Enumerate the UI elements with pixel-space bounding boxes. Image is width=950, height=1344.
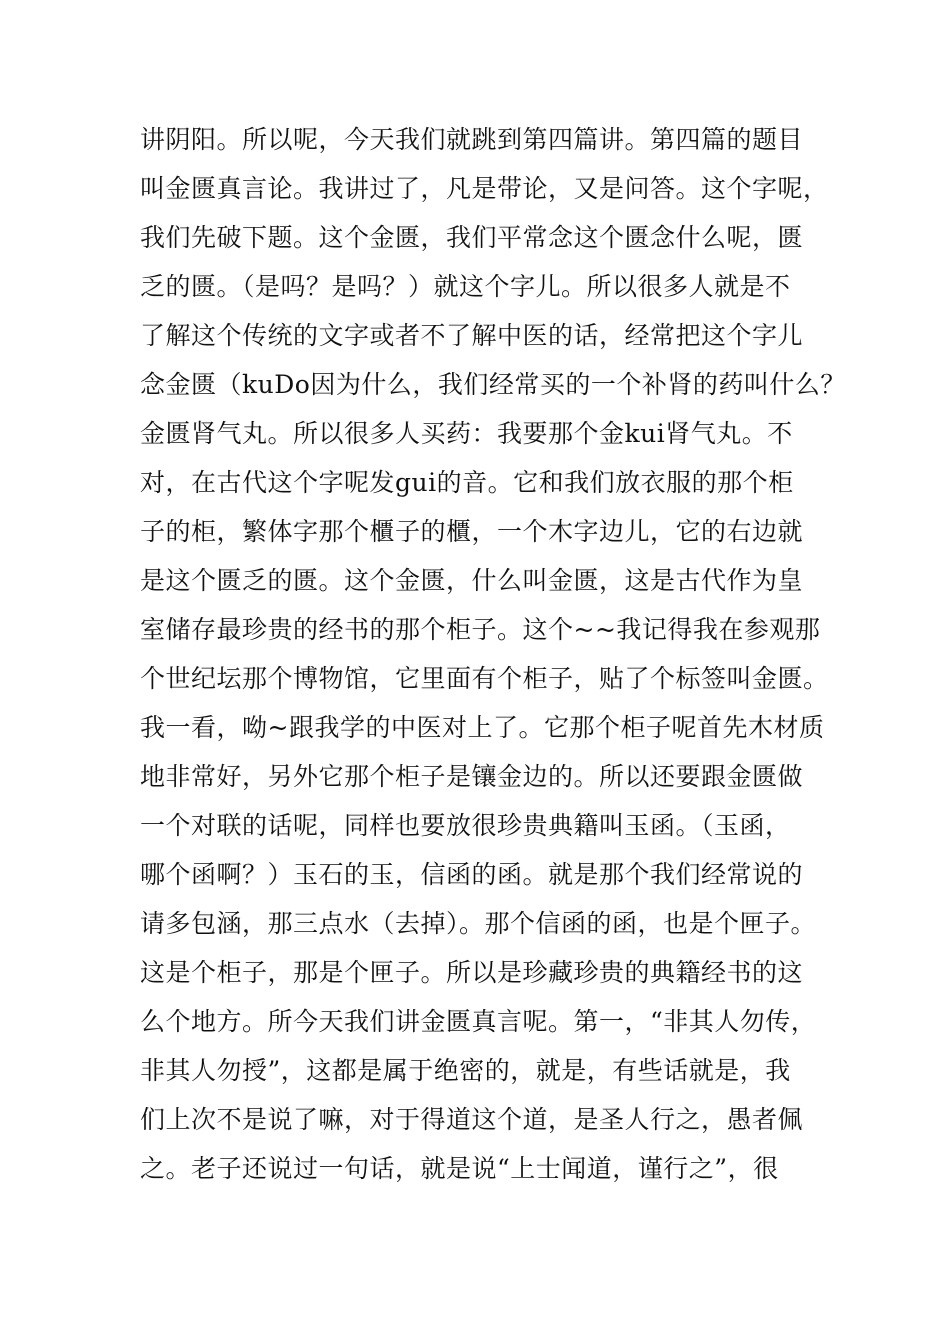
text-line: 一个对联的话呢，同样也要放很珍贵典籍叫玉函。（玉函， (140, 811, 791, 840)
text-line: 哪个函啊？）玉石的玉，信函的函。就是那个我们经常说的 (140, 860, 804, 889)
text-line: 念金匮（kuDo因为什么，我们经常买的一个补肾的药叫什么？ (140, 370, 846, 399)
text-line: 么个地方。所今天我们讲金匮真言呢。第一，“非其人勿传， (140, 1007, 817, 1036)
text-line: 非其人勿授”，这都是属于绝密的，就是，有些话就是，我 (140, 1056, 791, 1085)
text-line: 之。老子还说过一句话，就是说“上士闻道，谨行之”，很 (140, 1154, 779, 1183)
text-line: 金匮肾气丸。所以很多人买药：我要那个金kui肾气丸。不 (140, 419, 793, 448)
text-line: 叫金匮真言论。我讲过了，凡是带论，又是问答。这个字呢， (140, 174, 829, 203)
text-line: 子的柜，繁体字那个櫃子的櫃，一个木字边儿，它的右边就 (140, 517, 804, 546)
text-line: 是这个匮乏的匮。这个金匮，什么叫金匮，这是古代作为皇 (140, 566, 804, 595)
body-text (140, 115, 846, 1193)
text-line: 讲阴阳。所以呢，今天我们就跳到第四篇讲。第四篇的题目 (140, 125, 804, 154)
text-line: 我们先破下题。这个金匮，我们平常念这个匮念什么呢，匮 (140, 223, 804, 252)
text-line: 了解这个传统的文字或者不了解中医的话，经常把这个字儿 (140, 321, 804, 350)
text-line: 个世纪坛那个博物馆，它里面有个柜子，贴了个标签叫金匮。 (140, 664, 829, 693)
text-line: 乏的匮。（是吗？是吗？）就这个字儿。所以很多人就是不 (140, 272, 791, 301)
text-line: 地非常好，另外它那个柜子是镶金边的。所以还要跟金匮做 (140, 762, 804, 791)
text-line: 对，在古代这个字呢发gui的音。它和我们放衣服的那个柜 (140, 468, 794, 497)
text-line: 请多包涵，那三点水（去掉）。那个信函的函，也是个匣子。 (140, 909, 817, 938)
text-line: 室储存最珍贵的经书的那个柜子。这个~~我记得我在参观那 (140, 615, 821, 644)
text-line: 我一看，呦~跟我学的中医对上了。它那个柜子呢首先木材质 (140, 713, 825, 742)
text-line: 这是个柜子，那是个匣子。所以是珍藏珍贵的典籍经书的这 (140, 958, 804, 987)
text-line: 们上次不是说了嘛，对于得道这个道，是圣人行之，愚者佩 (140, 1105, 804, 1134)
